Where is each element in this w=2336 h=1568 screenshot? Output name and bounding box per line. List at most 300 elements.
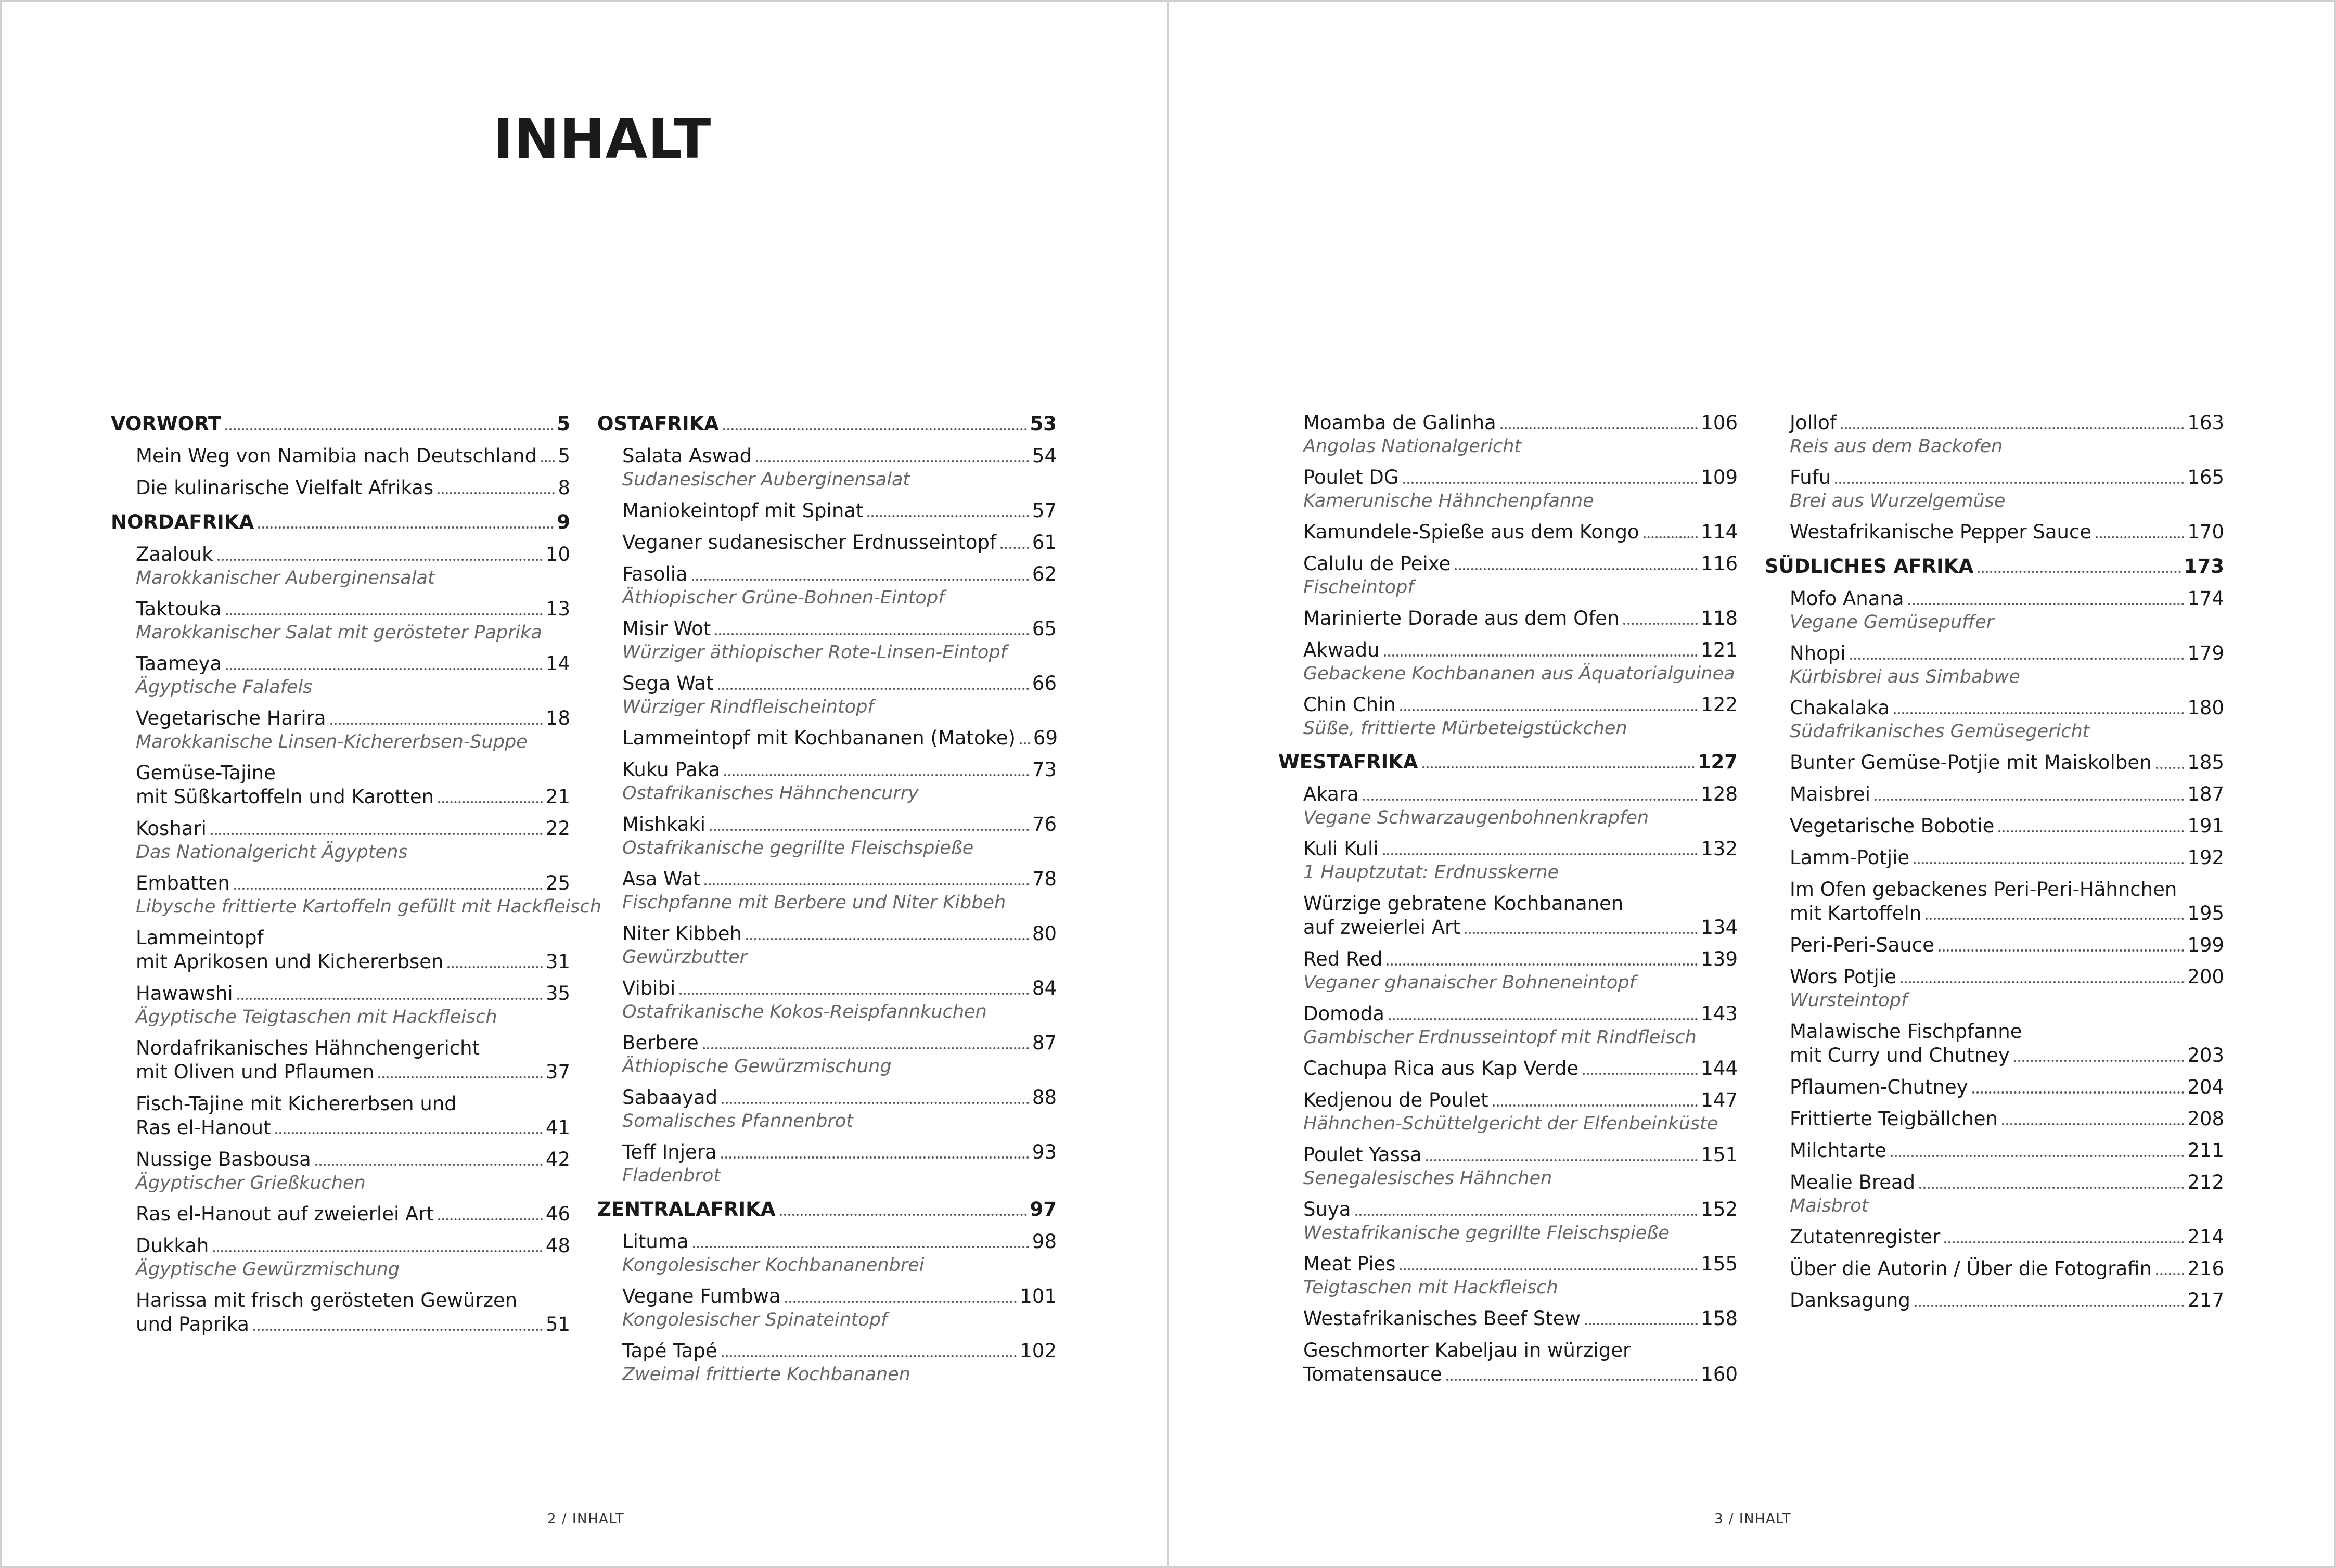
entry-title: Lammeintopf mit Kochbananen (Matoke) xyxy=(622,727,1016,749)
entry-line xyxy=(136,652,570,676)
dot-leader xyxy=(330,723,543,725)
dot-leader xyxy=(1894,712,2185,714)
entry-page-number: 191 xyxy=(2187,815,2224,837)
entry-line xyxy=(1790,587,2224,611)
toc-entry xyxy=(1765,933,2224,957)
toc-entry xyxy=(111,444,570,468)
entry-line xyxy=(622,1031,1057,1055)
entry-subtitle: Ostafrikanische gegrillte Fleischspieße xyxy=(622,838,974,858)
toc-entry xyxy=(597,922,1057,969)
entry-line xyxy=(1790,846,2224,870)
toc-entry xyxy=(1765,1075,2224,1099)
dot-leader xyxy=(1908,603,2185,605)
entry-page-number: 132 xyxy=(1701,838,1738,860)
entry-line xyxy=(136,982,570,1006)
toc-entry xyxy=(597,758,1057,805)
entry-subtitle: Kürbisbrei aus Simbabwe xyxy=(1790,666,2020,687)
dot-leader xyxy=(1455,568,1698,570)
section-title: OSTAFRIKA xyxy=(597,413,719,435)
dot-leader xyxy=(541,460,555,462)
toc-section xyxy=(1765,554,2224,1313)
dot-leader xyxy=(1020,742,1030,744)
toc-entry xyxy=(1278,1339,1738,1386)
toc-column-2 xyxy=(597,411,1057,1395)
entry-subtitle: Gambischer Erdnusseintopf mit Rindfleisch xyxy=(1303,1027,1697,1048)
entry-line xyxy=(136,926,570,950)
entry-title: Tomatensauce xyxy=(1303,1363,1442,1385)
toc-entry xyxy=(111,817,570,864)
entry-subtitle: Fischpfanne mit Berbere und Niter Kibbeh xyxy=(622,892,1006,913)
entry-title: Fasolia xyxy=(622,563,688,585)
toc-entry xyxy=(1765,1107,2224,1131)
entry-line xyxy=(1790,520,2224,544)
entry-title: Nussige Basbousa xyxy=(136,1148,311,1171)
entry-subtitle: Wursteintopf xyxy=(1790,990,1908,1011)
entry-page-number: 204 xyxy=(2187,1076,2224,1098)
entry-line xyxy=(1790,1289,2224,1313)
entry-line xyxy=(136,597,570,621)
dot-leader xyxy=(2002,1123,2184,1125)
entry-subtitle: Kongolesischer Kochbananenbrei xyxy=(622,1255,925,1276)
entry-subtitle: Senegalesisches Hähnchen xyxy=(1303,1168,1552,1189)
dot-leader xyxy=(438,1218,543,1220)
dot-leader xyxy=(710,829,1029,831)
entry-title: Moamba de Galinha xyxy=(1303,412,1496,434)
entry-line xyxy=(1303,947,1738,971)
entry-page-number: 217 xyxy=(2187,1289,2224,1312)
entry-title: Asa Wat xyxy=(622,868,701,890)
dot-leader xyxy=(723,428,1027,430)
entry-title: mit Curry und Chutney xyxy=(1790,1044,2010,1066)
entry-line xyxy=(622,976,1057,1000)
entry-title: Bunter Gemüse-Potjie mit Maiskolben xyxy=(1790,751,2152,774)
entry-line xyxy=(1303,552,1738,576)
entry-page-number: 185 xyxy=(2187,751,2224,774)
entry-page-number: 134 xyxy=(1701,916,1738,939)
dot-leader xyxy=(275,1132,543,1134)
entry-title: Milchtarte xyxy=(1790,1139,1886,1162)
entry-title: Chakalaka xyxy=(1790,697,1890,719)
dot-leader xyxy=(2096,536,2184,538)
entry-line xyxy=(1303,1252,1738,1276)
entry-page-number: 41 xyxy=(545,1116,570,1139)
entry-subtitle: Sudanesischer Auberginensalat xyxy=(622,469,910,490)
dot-leader xyxy=(1926,918,2184,920)
entry-title: Peri-Peri-Sauce xyxy=(1790,934,1934,956)
entry-page-number: 42 xyxy=(545,1148,570,1171)
entry-line xyxy=(136,543,570,567)
dot-leader xyxy=(315,1164,543,1166)
toc-section xyxy=(1278,411,1738,740)
toc-entry xyxy=(1765,1171,2224,1217)
entry-page-number: 73 xyxy=(1032,759,1057,781)
entry-line xyxy=(1790,814,2224,838)
entry-page-number: 31 xyxy=(545,950,570,973)
dot-leader xyxy=(237,998,543,1000)
dot-leader xyxy=(234,888,543,890)
dot-leader xyxy=(693,1246,1029,1248)
entry-page-number: 10 xyxy=(545,543,570,565)
entry-line xyxy=(1790,1257,2224,1281)
entry-line xyxy=(622,1339,1057,1363)
entry-page-number: 163 xyxy=(2187,412,2224,434)
entry-page-number: 121 xyxy=(1701,639,1738,661)
entry-subtitle: Äthiopischer Grüne-Bohnen-Eintopf xyxy=(622,587,945,608)
entry-title: Maisbrei xyxy=(1790,783,1871,805)
entry-line xyxy=(622,444,1057,468)
entry-line xyxy=(1303,1198,1738,1222)
entry-title: Sega Wat xyxy=(622,672,714,695)
entry-page-number: 54 xyxy=(1032,445,1057,467)
toc-entry xyxy=(597,1284,1057,1331)
entry-line xyxy=(1303,782,1738,806)
toc-column-1 xyxy=(111,411,601,1346)
entry-page-number: 143 xyxy=(1701,1003,1738,1025)
entry-title: Mein Weg von Namibia nach Deutschland xyxy=(136,445,537,467)
toc-entry xyxy=(111,1092,570,1140)
entry-title: Die kulinarische Vielfalt Afrikas xyxy=(136,477,434,499)
entry-subtitle: Äthiopische Gewürzmischung xyxy=(622,1056,892,1077)
dot-leader xyxy=(715,633,1029,635)
section-heading xyxy=(1765,554,2224,580)
entry-page-number: 69 xyxy=(1033,727,1058,749)
toc-entry xyxy=(1278,693,1738,740)
entry-page-number: 102 xyxy=(1020,1340,1057,1362)
entry-line xyxy=(622,531,1057,555)
entry-subtitle: Gebackene Kochbananen aus Äquatorialguinea xyxy=(1303,663,1735,684)
entry-line xyxy=(136,1289,570,1313)
toc-entry xyxy=(1765,696,2224,743)
entry-line xyxy=(622,562,1057,586)
entry-page-number: 116 xyxy=(1701,552,1738,575)
entry-page-number: 179 xyxy=(2187,642,2224,664)
entry-subtitle: Das Nationalgericht Ägyptens xyxy=(136,842,408,863)
toc-entry xyxy=(1765,641,2224,688)
entry-line xyxy=(1790,902,2224,926)
entry-subtitle: Ostafrikanische Kokos-Reispfannkuchen xyxy=(622,1001,987,1022)
entry-page-number: 216 xyxy=(2187,1257,2224,1280)
entry-line xyxy=(136,706,570,730)
entry-line xyxy=(136,871,570,895)
toc-entry xyxy=(597,867,1057,914)
toc-entry xyxy=(1765,1020,2224,1068)
toc-entry xyxy=(597,1086,1057,1133)
entry-line xyxy=(622,813,1057,837)
section-heading xyxy=(597,411,1057,437)
toc-entry xyxy=(1765,965,2224,1012)
toc-entry xyxy=(597,672,1057,718)
dot-leader xyxy=(703,1047,1029,1049)
entry-title: Harissa mit frisch gerösteten Gewürzen xyxy=(136,1289,518,1312)
entry-line xyxy=(1303,607,1738,631)
entry-line xyxy=(136,761,570,785)
entry-title: Calulu de Peixe xyxy=(1303,552,1451,575)
dot-leader xyxy=(1901,981,2185,983)
dot-leader xyxy=(1939,949,2184,952)
toc-entry xyxy=(1765,587,2224,634)
entry-page-number: 13 xyxy=(545,598,570,620)
entry-subtitle: Maisbrot xyxy=(1790,1196,1869,1216)
entry-page-number: 180 xyxy=(2187,697,2224,719)
entry-title: Malawische Fischpfanne xyxy=(1790,1020,2022,1043)
toc-entry xyxy=(111,1202,570,1226)
toc-entry xyxy=(111,706,570,753)
entry-line xyxy=(136,1092,570,1116)
section-heading xyxy=(597,1197,1057,1223)
entry-subtitle: Fischeintopf xyxy=(1303,577,1414,598)
toc-entry xyxy=(597,444,1057,491)
entry-page-number: 65 xyxy=(1032,618,1057,640)
entry-title: Kamundele-Spieße aus dem Kongo xyxy=(1303,521,1639,543)
entry-title: Ras el-Hanout auf zweierlei Art xyxy=(136,1203,434,1225)
entry-line xyxy=(1790,1107,2224,1131)
toc-entry xyxy=(1765,411,2224,458)
entry-line xyxy=(622,672,1057,696)
entry-line xyxy=(1790,1044,2224,1068)
entry-line xyxy=(1303,1002,1738,1026)
section-page-number: 127 xyxy=(1697,751,1738,773)
entry-title: Wors Potjie xyxy=(1790,966,1896,988)
entry-page-number: 212 xyxy=(2187,1171,2224,1193)
entry-title: Taameya xyxy=(136,652,222,675)
entry-page-number: 155 xyxy=(1701,1253,1738,1275)
entry-subtitle: Würziger Rindfleischeintopf xyxy=(622,697,874,717)
toc-entry xyxy=(1765,1257,2224,1281)
toc-entry xyxy=(1278,1252,1738,1299)
entry-page-number: 18 xyxy=(545,707,570,729)
dot-leader xyxy=(1944,1241,2184,1243)
entry-line xyxy=(136,1313,570,1336)
entry-page-number: 109 xyxy=(1701,466,1738,489)
entry-line xyxy=(1790,1139,2224,1163)
entry-line xyxy=(1303,1143,1738,1167)
entry-line xyxy=(1790,878,2224,902)
entry-title: Veganer sudanesischer Erdnusseintopf xyxy=(622,531,997,554)
entry-title: Dukkah xyxy=(136,1235,209,1257)
entry-title: Taktouka xyxy=(136,598,222,620)
entry-title: Vegetarische Harira xyxy=(136,707,326,729)
entry-line xyxy=(622,1284,1057,1308)
entry-title: Pflaumen-Chutney xyxy=(1790,1076,1968,1098)
entry-title: Fufu xyxy=(1790,466,1831,489)
toc-entry xyxy=(111,476,570,500)
dot-leader xyxy=(258,526,554,529)
entry-page-number: 158 xyxy=(1701,1307,1738,1330)
section-page-number: 173 xyxy=(2184,555,2224,577)
entry-line xyxy=(1303,1057,1738,1081)
entry-line xyxy=(136,1116,570,1140)
entry-title: mit Aprikosen und Kichererbsen xyxy=(136,950,444,973)
entry-page-number: 57 xyxy=(1032,499,1057,522)
entry-title: Nhopi xyxy=(1790,642,1846,664)
entry-subtitle: Vegane Schwarzaugenbohnenkrapfen xyxy=(1303,807,1649,828)
dot-leader xyxy=(253,1329,543,1331)
toc-entry xyxy=(111,597,570,644)
entry-title: Akwadu xyxy=(1303,639,1380,661)
toc-entry xyxy=(111,926,570,974)
dot-leader xyxy=(1493,1104,1698,1107)
dot-leader xyxy=(1355,1214,1698,1216)
dot-leader xyxy=(438,801,543,803)
entry-page-number: 37 xyxy=(545,1061,570,1083)
toc-entry xyxy=(597,1230,1057,1277)
entry-page-number: 144 xyxy=(1701,1057,1738,1079)
entry-line xyxy=(1790,965,2224,989)
dot-leader xyxy=(724,774,1029,776)
entry-title: mit Oliven und Pflaumen xyxy=(136,1061,375,1083)
entry-page-number: 8 xyxy=(558,477,570,499)
section-page-number: 97 xyxy=(1030,1198,1057,1220)
entry-page-number: 25 xyxy=(545,872,570,894)
entry-page-number: 21 xyxy=(545,786,570,808)
dot-leader xyxy=(1465,932,1698,934)
entry-page-number: 48 xyxy=(545,1235,570,1257)
entry-line xyxy=(136,785,570,809)
dot-leader xyxy=(1383,853,1698,855)
entry-page-number: 200 xyxy=(2187,966,2224,988)
dot-leader xyxy=(1400,709,1698,711)
entry-line xyxy=(622,1086,1057,1110)
entry-subtitle: Fladenbrot xyxy=(622,1165,721,1186)
dot-leader xyxy=(1585,1323,1698,1325)
section-page-number: 53 xyxy=(1030,413,1057,435)
entry-title: Domoda xyxy=(1303,1003,1384,1025)
entry-title: mit Süßkartoffeln und Karotten xyxy=(136,786,434,808)
entry-page-number: 211 xyxy=(2187,1139,2224,1162)
dot-leader xyxy=(438,492,555,494)
entry-line xyxy=(622,726,1057,750)
entry-title: Vegane Fumbwa xyxy=(622,1285,781,1307)
toc-entry xyxy=(1278,1143,1738,1190)
entry-subtitle: Süße, frittierte Mürbeteigstückchen xyxy=(1303,718,1627,739)
section-heading xyxy=(111,509,570,535)
entry-page-number: 80 xyxy=(1032,922,1057,945)
entry-subtitle: Würziger äthiopischer Rote-Linsen-Eintopf xyxy=(622,642,1007,663)
toc-entry xyxy=(111,652,570,699)
entry-subtitle: Teigtaschen mit Hackfleisch xyxy=(1303,1277,1558,1298)
entry-line xyxy=(622,1230,1057,1254)
dot-leader xyxy=(217,559,543,561)
entry-line xyxy=(136,817,570,841)
entry-title: Würzige gebratene Kochbananen xyxy=(1303,892,1624,915)
entry-subtitle: Veganer ghanaischer Bohneneintopf xyxy=(1303,972,1636,993)
dot-leader xyxy=(1841,427,2185,429)
entry-page-number: 187 xyxy=(2187,783,2224,805)
entry-page-number: 203 xyxy=(2187,1044,2224,1066)
entry-title: Nordafrikanisches Hähnchengericht xyxy=(136,1037,480,1059)
entry-line xyxy=(136,1234,570,1258)
toc-entry xyxy=(1765,1225,2224,1249)
dot-leader xyxy=(756,460,1029,462)
entry-title: Meat Pies xyxy=(1303,1253,1396,1275)
folio-right: 3 / INHALT xyxy=(1714,1511,1792,1527)
dot-leader xyxy=(1426,1159,1698,1161)
entry-title: und Paprika xyxy=(136,1313,249,1335)
dot-leader xyxy=(1644,536,1698,538)
toc-section xyxy=(1278,749,1738,1386)
entry-line xyxy=(1303,837,1738,861)
entry-title: Tapé Tapé xyxy=(622,1340,717,1362)
entry-subtitle: Ägyptische Gewürzmischung xyxy=(136,1259,400,1280)
toc-section xyxy=(1765,411,2224,544)
entry-title: Westafrikanisches Beef Stew xyxy=(1303,1307,1581,1330)
dot-leader xyxy=(1835,482,2184,484)
entry-title: Über die Autorin / Über die Fotografin xyxy=(1790,1257,2152,1280)
page-title: INHALT xyxy=(493,107,712,171)
dot-leader xyxy=(1446,1379,1698,1381)
toc-entry xyxy=(597,1140,1057,1187)
toc-entry xyxy=(1278,607,1738,631)
entry-line xyxy=(1790,782,2224,806)
toc-entry xyxy=(1765,1289,2224,1313)
dot-leader xyxy=(679,993,1029,995)
dot-leader xyxy=(378,1076,543,1078)
toc-entry xyxy=(111,1148,570,1194)
toc-entry xyxy=(111,1289,570,1336)
dot-leader xyxy=(1915,1305,2185,1307)
entry-subtitle: Kongolesischer Spinateintopf xyxy=(622,1309,888,1330)
entry-line xyxy=(1303,693,1738,717)
toc-entry xyxy=(1278,520,1738,544)
toc-entry xyxy=(1278,411,1738,458)
section-heading xyxy=(1278,749,1738,775)
entry-line xyxy=(1303,1088,1738,1112)
entry-page-number: 118 xyxy=(1701,607,1738,629)
dot-leader xyxy=(1363,799,1698,801)
toc-entry xyxy=(597,531,1057,555)
entry-title: Maniokeintopf mit Spinat xyxy=(622,499,864,522)
entry-title: Jollof xyxy=(1790,412,1837,434)
entry-page-number: 214 xyxy=(2187,1226,2224,1248)
entry-page-number: 62 xyxy=(1032,563,1057,585)
toc-entry xyxy=(1765,782,2224,806)
entry-subtitle: Hähnchen-Schüttelgericht der Elfenbeinküste xyxy=(1303,1113,1718,1134)
entry-line xyxy=(1790,751,2224,775)
entry-subtitle: 1 Hauptzutat: Erdnusskerne xyxy=(1303,862,1559,883)
entry-title: Sabaayad xyxy=(622,1086,718,1109)
toc-entry xyxy=(1765,846,2224,870)
toc-entry xyxy=(1278,1002,1738,1049)
entry-subtitle: Marokkanische Linsen-Kichererbsen-Suppe xyxy=(136,731,528,752)
entry-subtitle: Gewürzbutter xyxy=(622,947,747,968)
dot-leader xyxy=(447,966,542,968)
entry-title: Red Red xyxy=(1303,948,1383,970)
entry-page-number: 128 xyxy=(1701,783,1738,805)
entry-subtitle: Ägyptische Falafels xyxy=(136,677,313,698)
entry-line xyxy=(1303,892,1738,916)
dot-leader xyxy=(718,688,1029,690)
toc-section xyxy=(111,509,601,1336)
entry-subtitle: Marokkanischer Salat mit gerösteter Paprika xyxy=(136,622,542,643)
entry-line xyxy=(622,499,1057,523)
entry-subtitle: Somalisches Pfannenbrot xyxy=(622,1111,853,1132)
entry-line xyxy=(622,758,1057,782)
folio-left: 2 / INHALT xyxy=(547,1511,625,1527)
entry-page-number: 174 xyxy=(2187,587,2224,610)
entry-line xyxy=(136,444,570,468)
toc-entry xyxy=(597,562,1057,609)
entry-title: Vibibi xyxy=(622,977,676,999)
dot-leader xyxy=(226,668,543,670)
section-heading xyxy=(111,411,570,437)
entry-line xyxy=(1790,933,2224,957)
entry-title: mit Kartoffeln xyxy=(1790,902,1922,924)
entry-page-number: 192 xyxy=(2187,846,2224,869)
toc-column-3 xyxy=(1278,411,1738,1396)
dot-leader xyxy=(213,1250,543,1252)
entry-page-number: 84 xyxy=(1032,977,1057,999)
entry-subtitle: Ostafrikanisches Hähnchencurry xyxy=(622,783,919,804)
